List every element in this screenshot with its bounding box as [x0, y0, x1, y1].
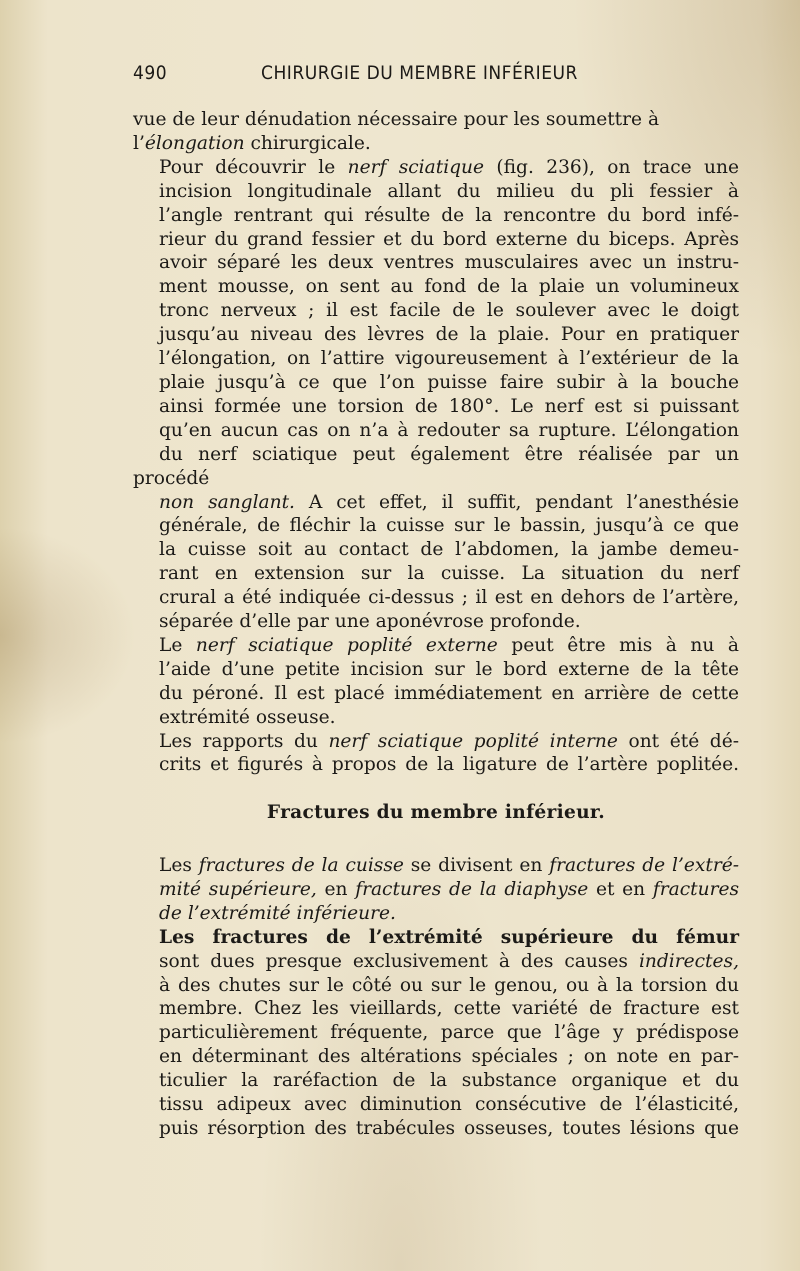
- text-line: extrémité osseuse.: [159, 706, 336, 728]
- text-line: vue de leur dénudation nécessaire pour les soumettre à: [133, 109, 660, 130]
- page-number: 490: [133, 62, 168, 84]
- text-line: séparée d’elle par une aponévrose profonde.: [159, 611, 581, 633]
- text-line: l’élongation, on l’attire vigoureusement à l’extérieur de la: [159, 348, 739, 370]
- text-line: Les fractures de la cuisse se divisent en fractures de l’extré-: [159, 855, 739, 876]
- text-line: non sanglant. A cet effet, il suffit, pendant l’anesthésie: [159, 491, 740, 513]
- text-line: [133, 926, 739, 950]
- text-line: du péroné. Il est placé immédiatement en arrière de cette: [159, 682, 739, 704]
- text-line: en déterminant des altérations spéciales ; on note en par-: [159, 1046, 739, 1068]
- text-line: crural a été indiquée ci-dessus ; il est en dehors de l’artère,: [159, 587, 739, 609]
- text-line: l’aide d’une petite incision sur le bord externe de la tête: [159, 658, 739, 680]
- italic-term: de l’extrémité inférieure.: [159, 902, 396, 924]
- paragraph-popliteal-external: [133, 634, 739, 730]
- italic-term: nerf sciatique poplité externe: [195, 634, 498, 656]
- text-line: ainsi formée une torsion de 180°. Le nerf est si puissant: [159, 395, 739, 417]
- italic-term: indirectes,: [638, 950, 739, 972]
- text-line: à des chutes sur le côté ou sur le genou, ou à la torsion du: [159, 974, 739, 996]
- paragraphs-fractures: [133, 854, 739, 1141]
- italic-term: élongation: [144, 132, 245, 154]
- italic-term: nerf sciatique: [347, 156, 485, 178]
- italic-term: nerf sciatique poplité interne: [328, 730, 618, 752]
- italic-term: mité supérieure,: [159, 878, 317, 900]
- text-line: plaie jusqu’à ce que l’on puisse faire subir à la bouche: [159, 371, 739, 393]
- italic-term: fractures de la cuisse: [198, 855, 404, 876]
- text-line: incision longitudinale allant du milieu du pli fessier à: [159, 180, 739, 202]
- text-line: puis résorption des trabécules osseuses, toutes lésions que: [159, 1117, 739, 1139]
- text-line: mité supérieure, en fractures de la diaphyse et en fractures: [159, 878, 740, 900]
- text-line: Le nerf sciatique poplité externe peut être mis à nu à: [159, 634, 739, 656]
- text-line: qu’en aucun cas on n’a à redouter sa rupture. L’élongation: [159, 419, 739, 441]
- text-line: Les rapports du nerf sciatique poplité interne ont été dé-: [159, 730, 739, 752]
- text-line: l’angle rentrant qui résulte de la rencontre du bord infé-: [159, 204, 739, 226]
- text-line: sont dues presque exclusivement à des causes indirectes,: [159, 950, 739, 972]
- paragraph-thigh-fractures: [133, 854, 739, 926]
- text-line: particulièrement fréquente, parce que l’âge y prédispose: [159, 1022, 739, 1044]
- running-header: [133, 62, 739, 88]
- text-line: l’élongation chirurgicale.: [133, 132, 371, 154]
- text-line: ment mousse, on sent au fond de la plaie un volumineux: [159, 276, 739, 298]
- paragraph-femur-upper: [133, 926, 739, 1141]
- text-line: Pour découvrir le nerf sciatique (fig. 236), on trace une: [159, 156, 740, 178]
- running-title: CHIRURGIE DU MEMBRE INFÉRIEUR: [261, 62, 578, 84]
- italic-term: fractures de la diaphyse: [355, 878, 589, 900]
- section-heading: Fractures du membre inférieur.: [266, 802, 606, 823]
- text-line: rant en extension sur la cuisse. La situation du nerf: [159, 563, 739, 585]
- text-line: ticulier la raréfaction de la substance organique et du: [159, 1070, 739, 1092]
- text-line: la cuisse soit au contact de l’abdomen, la jambe demeu-: [159, 539, 739, 561]
- paragraph-popliteal-internal: [133, 730, 739, 778]
- italic-term: fractures de l’extré-: [549, 855, 739, 876]
- paragraphs-nerves: [133, 108, 739, 777]
- text-line: jusqu’au niveau des lèvres de la plaie. Pour en pratiquer: [159, 324, 739, 346]
- text-line: [133, 902, 739, 926]
- bold-term: Les fractures de l’extrémité supérieure du fémur: [159, 926, 739, 948]
- text-line: du nerf sciatique peut également être réalisée par un procédé: [133, 443, 739, 489]
- text-line: tronc nerveux ; il est facile de le soulever avec le doigt: [159, 300, 739, 322]
- text-line: tissu adipeux avec diminution consécutive de l’élasticité,: [159, 1094, 739, 1116]
- italic-term: fractures: [652, 878, 740, 900]
- paragraph-elongation-end: [133, 108, 739, 156]
- paragraph-sciatic: [133, 156, 739, 634]
- text-line: membre. Chez les vieillards, cette variété de fracture est: [159, 998, 739, 1020]
- text-line: rieur du grand fessier et du bord externe du biceps. Après: [159, 228, 739, 250]
- text-line: générale, de fléchir la cuisse sur le bassin, jusqu’à ce que: [159, 515, 739, 537]
- text-line: avoir séparé les deux ventres musculaires avec un instru-: [159, 252, 739, 274]
- text-line: crits et figurés à propos de la ligature de l’artère poplitée.: [159, 754, 739, 776]
- italic-term: non sanglant.: [159, 491, 295, 513]
